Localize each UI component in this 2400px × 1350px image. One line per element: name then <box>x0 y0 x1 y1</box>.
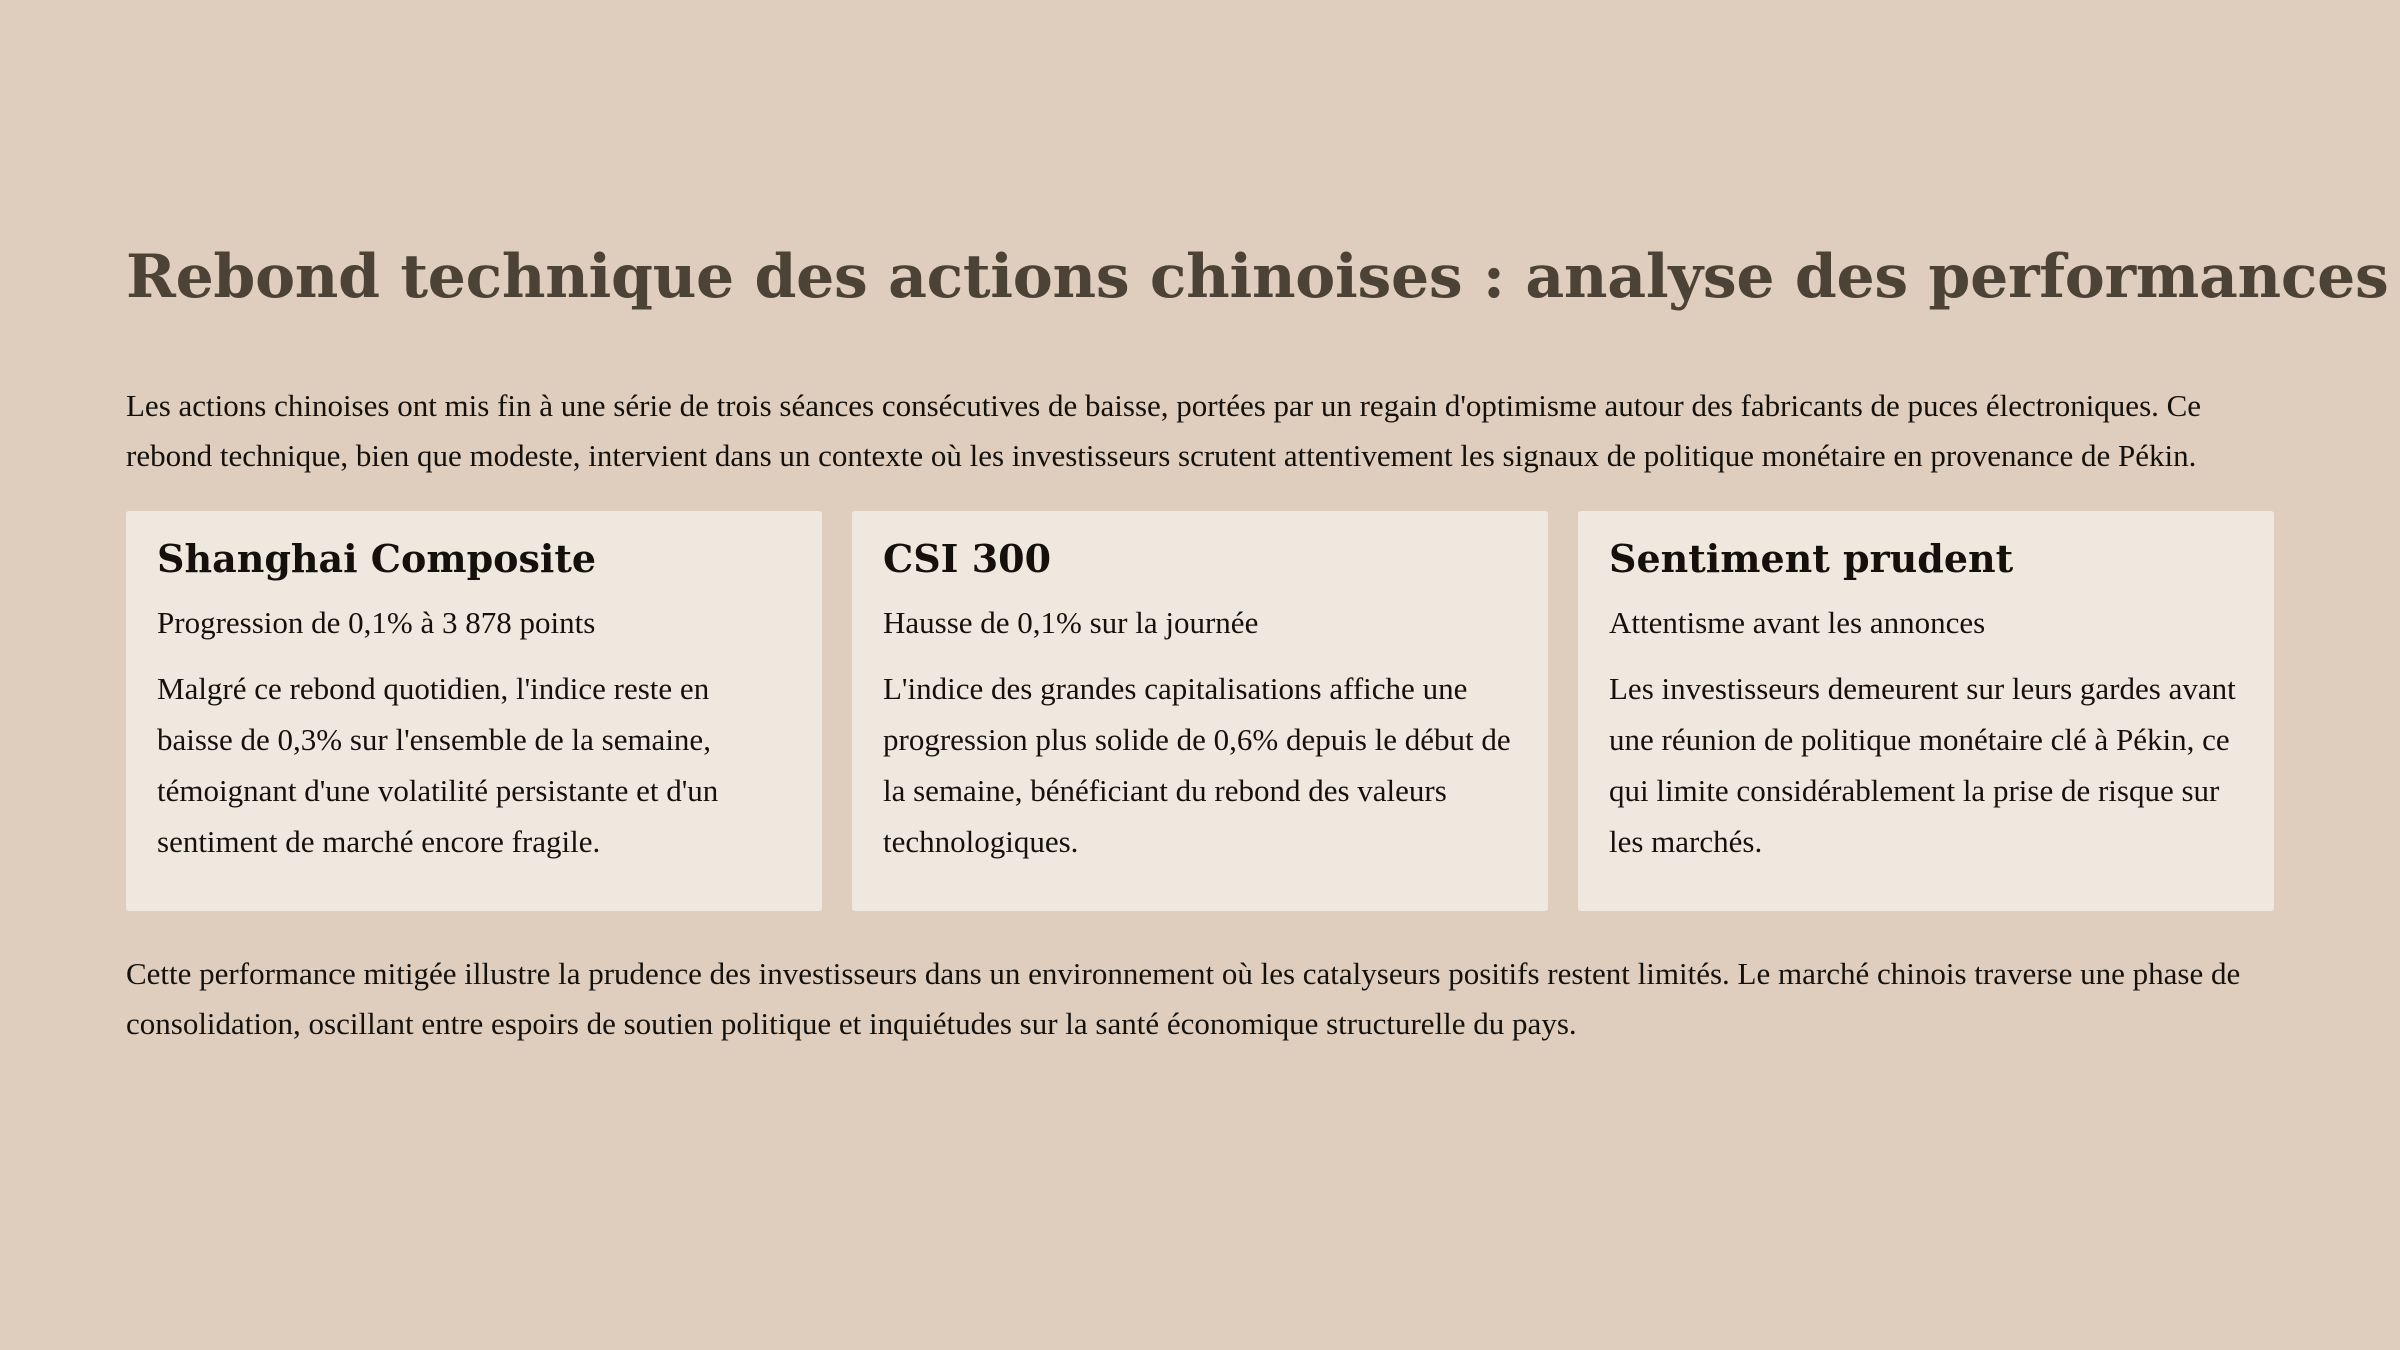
card-subtitle: Hausse de 0,1% sur la journée <box>883 605 1259 640</box>
outro-paragraph: Cette performance mitigée illustre la prudence des investisseurs dans un environnement où les catalyseurs positifs restent limités. Le marché chinois traverse une phase de consolidation, oscillant entre espoirs de soutien politique et inquiétudes sur la santé économique structurelle du pays. <box>126 956 2241 1041</box>
card-body: L'indice des grandes capitalisations affiche une progression plus solide de 0,6% depuis le début de la semaine, bénéficiant du rebond des valeurs technologiques. <box>883 671 1511 859</box>
card-shanghai-composite <box>126 511 822 911</box>
intro-paragraph: Les actions chinoises ont mis fin à une série de trois séances consécutives de baisse, portées par un regain d'optimisme autour des fabricants de puces électroniques. Ce rebond technique, bien que modeste, intervient dans un contexte où les investisseurs scrutent attentivement les signaux de politique monétaire en provenance de Pékin. <box>126 388 2202 473</box>
card-title: CSI 300 <box>883 536 1052 581</box>
cards-row <box>126 511 2274 911</box>
card-csi-300 <box>852 511 1548 911</box>
card-subtitle: Progression de 0,1% à 3 878 points <box>157 605 596 640</box>
card-title: Sentiment prudent <box>1609 536 2014 581</box>
card-body: Les investisseurs demeurent sur leurs gardes avant une réunion de politique monétaire clé à Pékin, ce qui limite considérablement la prise de risque sur les marchés. <box>1609 671 2236 859</box>
card-sentiment-prudent <box>1578 511 2274 911</box>
card-title: Shanghai Composite <box>157 536 597 581</box>
card-body: Malgré ce rebond quotidien, l'indice reste en baisse de 0,3% sur l'ensemble de la semaine, témoignant d'une volatilité persistante et d'un sentiment de marché encore fragile. <box>157 671 719 859</box>
page-title: Rebond technique des actions chinoises : analyse des performances <box>126 242 2389 312</box>
card-subtitle: Attentisme avant les annonces <box>1609 605 1986 640</box>
